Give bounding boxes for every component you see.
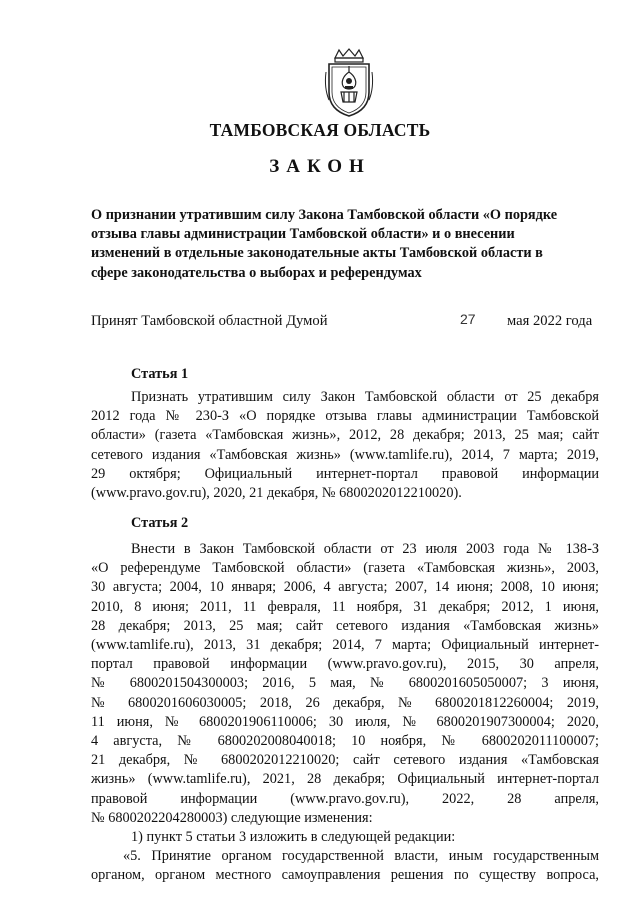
article-2-item-1: 1) пункт 5 статьи 3 изложить в следующей редакции: xyxy=(131,829,456,846)
article-1-heading: Статья 1 xyxy=(131,366,189,382)
region-name: ТАМБОВСКАЯ ОБЛАСТЬ xyxy=(209,120,431,140)
quoted-text-line: органом, органом местного самоуправления решения по существу вопроса, xyxy=(91,867,599,884)
article-2-line: 2010, 8 июня; 2011, 11 февраля, 11 ноября, 31 декабря; 2012, 1 июня, xyxy=(91,598,599,615)
article-2-line: 21 декабря, № 6800202012210020; сайт сетевого издания «Тамбовская xyxy=(91,752,599,769)
article-1-line: сетевого издания «Тамбовская жизнь» (www.tamlife.ru), 2014, 7 марта; 2019, xyxy=(91,446,599,463)
article-2-line: 11 июня, № 6800201906110006; 30 июля, № 6800201907300004; 2020, xyxy=(91,713,599,730)
law-title-line: О признании утратившим силу Закона Тамбовской области «О порядке xyxy=(91,207,558,223)
article-2-line: № 6800201606030005; 2018, 26 декабря, № 6800201812260004; 2019, xyxy=(91,694,599,711)
article-1-line: Признать утратившим силу Закон Тамбовской области от 25 декабря xyxy=(131,389,599,405)
article-1-line: (www.pravo.gov.ru), 2020, 21 декабря, № 6800202012210020). xyxy=(91,485,462,502)
article-1-line: области» (газета «Тамбовская жизнь», 2012, 28 декабря; 2013, 25 мая; сайт xyxy=(91,427,599,444)
tambov-coat-of-arms-icon xyxy=(323,48,375,118)
quoted-text-line: «5. Принятие органом государственной власти, иным государственным xyxy=(123,848,599,865)
adoption-month-year: мая 2022 года xyxy=(507,313,593,329)
article-2-line: № 6800201504300003; 2016, 5 мая, № 6800201605050007; 3 июня, xyxy=(91,675,599,692)
adoption-day: 27 xyxy=(460,311,476,327)
article-2-line: Внести в Закон Тамбовской области от 23 июля 2003 года № 138-З xyxy=(131,541,599,557)
law-title xyxy=(91,206,599,283)
article-2-line: 30 августа; 2004, 10 января; 2006, 4 августа; 2007, 14 июня; 2008, 10 июня; xyxy=(91,579,599,596)
article-2-line: 4 августа, № 6800202008040018; 10 ноября, № 6800202011100007; xyxy=(91,733,599,750)
law-title-line: отзыва главы администрации Тамбовской области» и о внесении xyxy=(91,226,515,243)
article-2-line: № 6800202204280003) следующие изменения: xyxy=(91,809,373,826)
adopted-by: Принят Тамбовской областной Думой xyxy=(91,313,328,329)
article-2-line: 28 декабря; 2013, 25 мая; сайт сетевого издания «Тамбовская жизнь» xyxy=(91,617,599,634)
article-2-line: (www.tamlife.ru), 2013, 31 декабря; 2014, 7 марта; Официальный интернет- xyxy=(91,637,599,654)
law-title-line: изменений в отдельные законодательные акты Тамбовской области в xyxy=(91,245,543,262)
article-1-line: 2012 года № 230-З «О порядке отзыва главы администрации Тамбовской xyxy=(91,408,599,425)
document-type: ЗАКОН xyxy=(269,156,371,177)
article-2-text xyxy=(91,540,599,886)
article-1-text xyxy=(91,388,599,503)
article-2-line: «О референдуме Тамбовской области» (газета «Тамбовская жизнь», 2003, xyxy=(91,560,599,577)
article-1-line: 29 октября; Официальный интернет-портал правовой информации xyxy=(91,465,599,482)
article-2-line: жизнь» (www.tamlife.ru), 2021, 28 декабря; Официальный интернет-портал xyxy=(91,771,599,788)
law-title-line: сфере законодательства о выборах и референдумах xyxy=(91,264,422,281)
article-2-heading: Статья 2 xyxy=(131,515,189,531)
article-2-line: портал правовой информации (www.pravo.gov.ru), 2015, 30 апреля, xyxy=(91,656,599,673)
article-2-line: правовой информации (www.pravo.gov.ru), 2022, 28 апреля, xyxy=(91,790,599,807)
